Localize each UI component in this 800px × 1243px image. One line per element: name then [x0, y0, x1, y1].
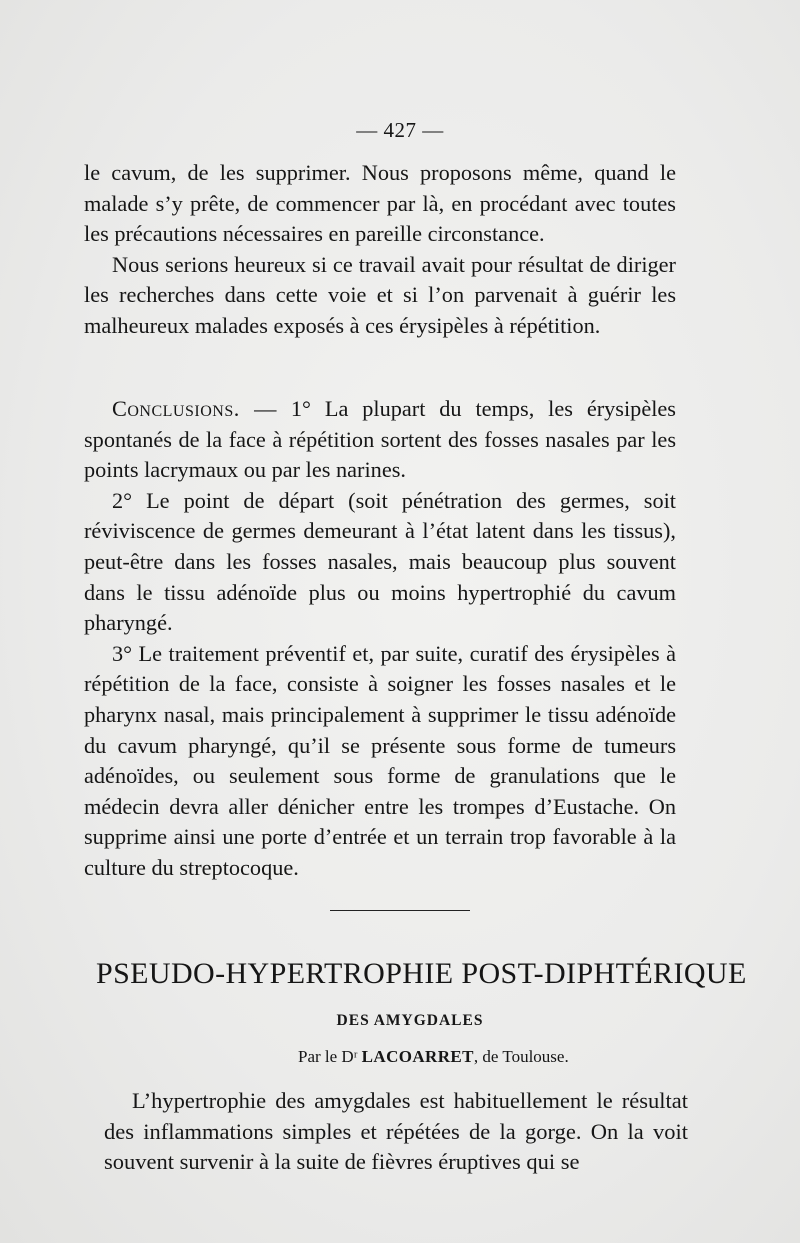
- conclusions-heading: Conclusions. —: [112, 396, 277, 421]
- conclusion-point-2: 2° Le point de départ (soit pénétration des germes, soit réviviscence de germes demeurant à l’état latent dans les tissus), peut-être dans les fosses nasales, mais beaucoup plus souvent dans le tissu adénoïde plus ou moins hypertrophié du cavum pharyngé.: [84, 487, 676, 636]
- intro-paragraph-1: le cavum, de les supprimer. Nous proposons même, quand le malade s’y prête, de commencer par là, en procédant avec toutes les précautions nécessaires en pareille circonstance.: [84, 160, 676, 247]
- author-name: LACOARRET: [361, 1047, 474, 1066]
- conclusion-point-1-text: 1° La plupart du temps, les érysipèles spontanés de la face à répétition sortent des fosses nasales par les points lacrymaux ou par les narines.: [84, 396, 676, 483]
- conclusion-point-1: [84, 394, 676, 486]
- conclusions-section: [84, 394, 676, 884]
- article-title: PSEUDO-HYPERTROPHIE POST-DIPHTÉRIQUE: [96, 957, 747, 990]
- author-prefix: Par le Dʳ: [298, 1047, 362, 1066]
- intro-section: [84, 158, 676, 342]
- author-line: [298, 1047, 569, 1067]
- page-number: — 427 —: [356, 118, 444, 142]
- intro-paragraph-2: Nous serions heureux si ce travail avait pour résultat de diriger les recherches dans cette voie et si l’on parvenait à guérir les malheureux malades exposés à ces érysipèles à répétition.: [84, 251, 676, 338]
- article-opening-paragraph: L’hypertrophie des amygdales est habituellement le résultat des inflammations simples et répétées de la gorge. On la voit souvent survenir à la suite de fièvres éruptives qui se: [104, 1088, 688, 1174]
- author-affiliation: , de Toulouse.: [473, 1047, 569, 1066]
- article-subtitle: DES AMYGDALES: [336, 1012, 484, 1029]
- article-opening: [104, 1086, 688, 1178]
- section-divider: [330, 910, 470, 911]
- conclusion-point-3: 3° Le traitement préventif et, par suite, curatif des érysipèles à répétition de la face, consiste à soigner les fosses nasales et le pharynx nasal, mais principalement à supprimer le tissu adénoïde du cavum pharyngé, qu’il se présente sous forme de tumeurs adénoïdes, ou seulement sous forme de granulations que le médecin devra aller dénicher entre les trompes d’Eustache. On supprime ainsi une porte d’entrée et un terrain trop favorable à la culture du streptocoque.: [84, 640, 676, 880]
